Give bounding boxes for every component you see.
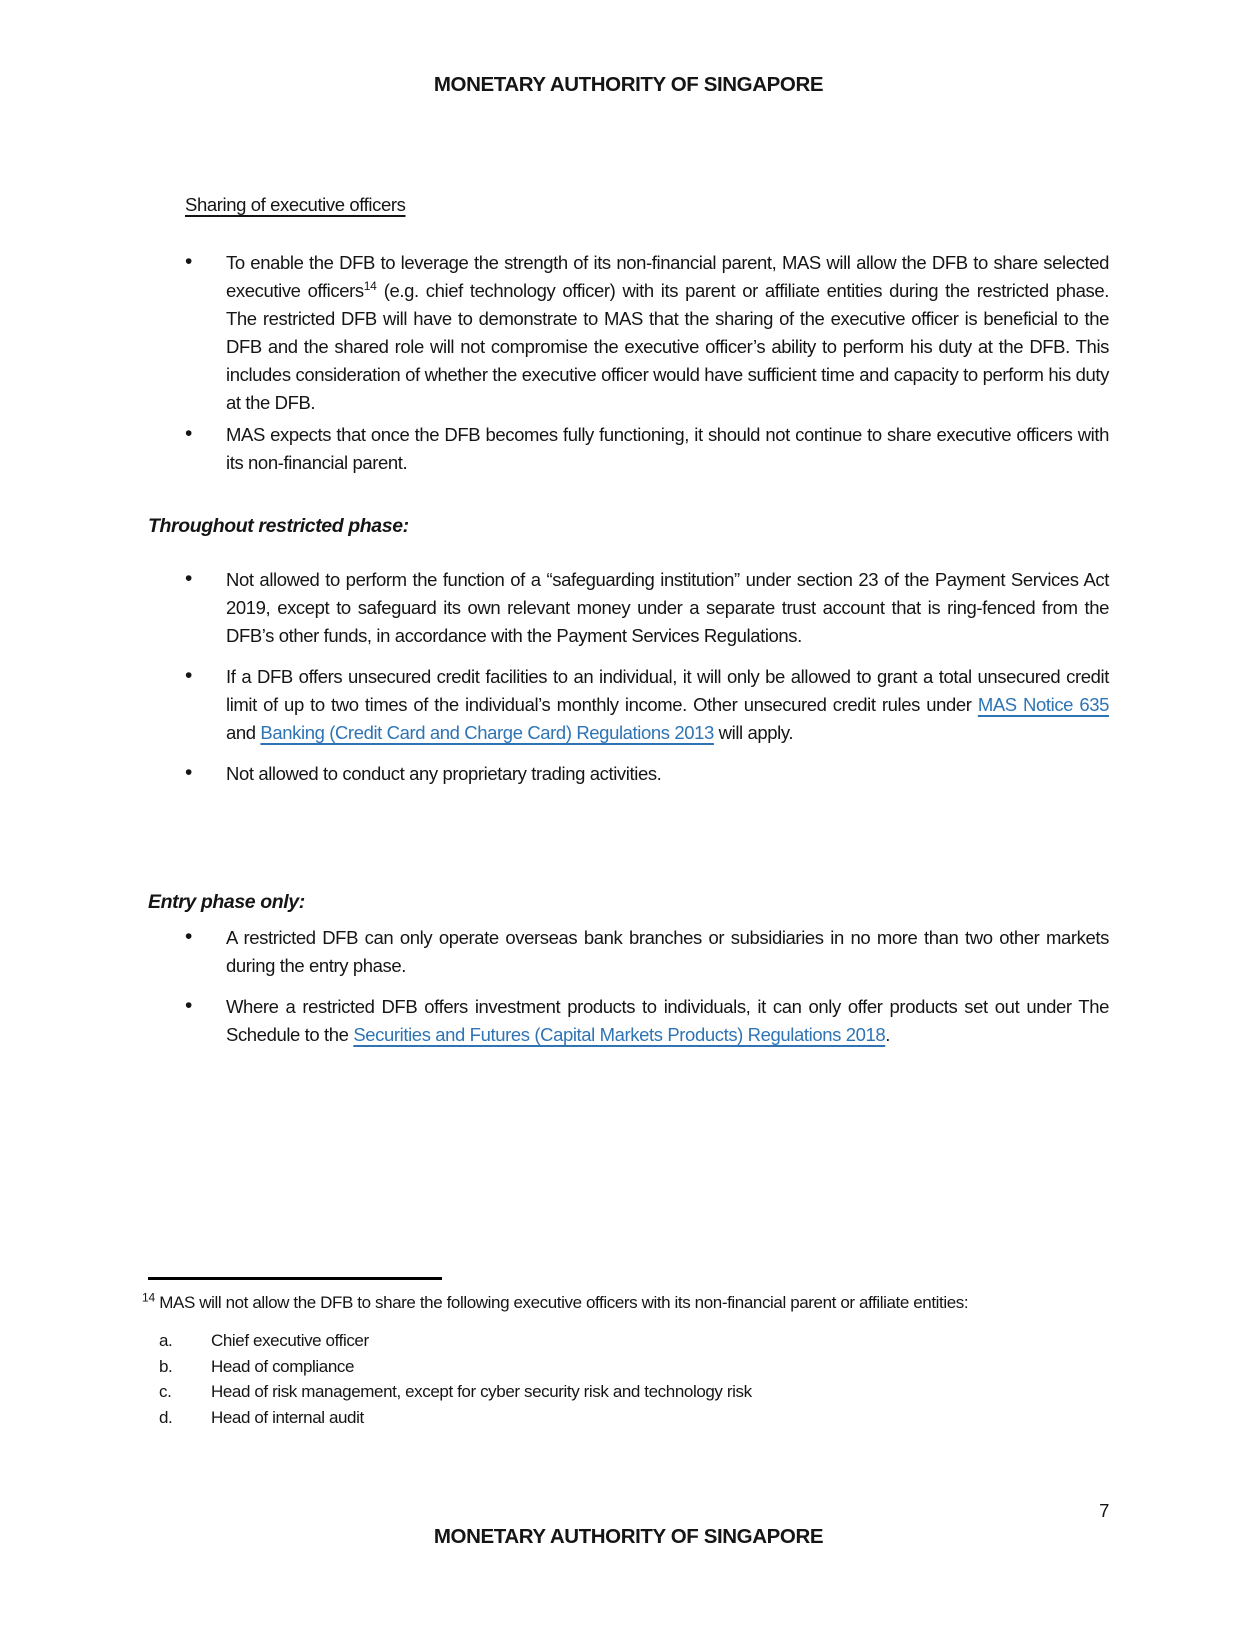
list-item [142,1379,1109,1405]
hyperlink[interactable]: Securities and Futures (Capital Markets Products) Regulations 2018 [353,1024,886,1045]
bullet-icon: • [185,994,192,1017]
text-run: A restricted DFB can only operate overseas bank branches or subsidiaries in no more than two other markets during the entry phase. [226,927,1109,976]
bullet-item [148,924,1109,980]
footnote-text: MAS will not allow the DFB to share the following executive officers with its non-financial parent or affiliate entities: [154,1293,969,1312]
hyperlink[interactable]: MAS Notice 635 [977,694,1109,715]
list-item-text: Head of risk management, except for cyber security risk and technology risk [211,1382,752,1401]
text-run: Not allowed to perform the function of a “safeguarding institution” under section 23 of the Payment Services Act 2019, except to safeguard its own relevant money under a separate trust account that is ring-fenced from the DFB’s other funds, in accordance with the Payment Services Regulations. [226,569,1109,646]
paragraph-share-executive-officers [226,249,1109,417]
footnote-reference: 14 [363,278,377,293]
bullet-item [148,663,1109,747]
paragraph-overseas-branches [226,924,1109,980]
bullet-item [148,249,1109,417]
list-item-label: d. [159,1407,173,1427]
bullet-icon: • [185,422,192,445]
list-item-label: c. [159,1382,172,1401]
list-item-label: a. [159,1331,173,1350]
page-footer [148,1523,1109,1551]
paragraph-safeguarding-institution [226,566,1109,650]
list-item [142,1328,1109,1354]
bullet-icon: • [185,761,192,784]
hyperlink[interactable]: Banking (Credit Card and Charge Card) Regulations 2013 [260,722,714,743]
bullet-icon: • [185,567,192,590]
text-run: To enable the DFB to leverage the strength of its non-financial parent, MAS will allow the DFB to share selected executive officers [226,252,1109,301]
bullet-item [148,566,1109,650]
header-title: MONETARY AUTHORITY OF SINGAPORE [433,73,824,96]
text-run: and [226,722,261,743]
heading-sharing-of-executive-officers: Sharing of executive officers [185,194,406,215]
heading-entry-phase-only: Entry phase only: [148,891,305,913]
paragraph-investment-products [226,993,1109,1049]
list-item-text: Chief executive officer [211,1331,369,1350]
paragraph-unsecured-credit [226,663,1109,747]
page-header [148,71,1109,99]
footnote-list [142,1328,1109,1430]
bullet-item [148,760,1109,788]
text-run: Not allowed to conduct any proprietary trading activities. [226,763,662,784]
section-throughout-restricted-phase [148,512,1109,788]
bullet-icon: • [185,664,192,687]
text-run: will apply. [713,722,794,743]
footnote-14 [142,1289,1109,1317]
text-run: Where a restricted DFB offers investment products to individuals, it can only offer products set out under The Schedule to the [226,996,1109,1045]
text-run: . [885,1024,891,1045]
footnote-area [142,1277,1109,1430]
footnote-marker: 14 [142,1290,155,1305]
text-run: (e.g. chief technology officer) with its parent or affiliate entities during the restricted phase. The restricted DFB will have to demonstrate to MAS that the sharing of the executive officer is beneficial to the DFB and the shared role will not compromise the executive officer’s ability to perform his duty at the DFB. This includes consideration of whether the executive officer would have sufficient time and capacity to perform his duty at the DFB. [226,280,1109,413]
bullet-item [148,993,1109,1049]
paragraph-proprietary-trading [226,760,1109,788]
bullet-icon: • [185,250,192,273]
list-item-label: b. [159,1356,173,1376]
list-item [142,1354,1109,1380]
section-entry-phase-only [148,888,1109,1049]
footer-title: MONETARY AUTHORITY OF SINGAPORE [433,1525,824,1548]
list-item-text: Head of internal audit [211,1407,364,1427]
list-item [142,1405,1109,1431]
text-run: If a DFB offers unsecured credit facilities to an individual, it will only be allowed to grant a total unsecured credit limit of up to two times of the individual’s monthly income. Other unsecured credit rules under [226,666,1109,715]
paragraph-mas-expects [226,421,1109,477]
section-sharing-of-executive-officers [148,191,1109,477]
bullet-item [148,421,1109,477]
page-number: 7 [1099,1500,1109,1521]
text-run: MAS expects that once the DFB becomes fully functioning, it should not continue to share executive officers with its non-financial parent. [226,424,1109,473]
list-item-text: Head of compliance [211,1356,355,1376]
bullet-icon: • [185,925,192,948]
heading-throughout-restricted-phase: Throughout restricted phase: [148,515,409,537]
footnote-separator [148,1277,442,1280]
